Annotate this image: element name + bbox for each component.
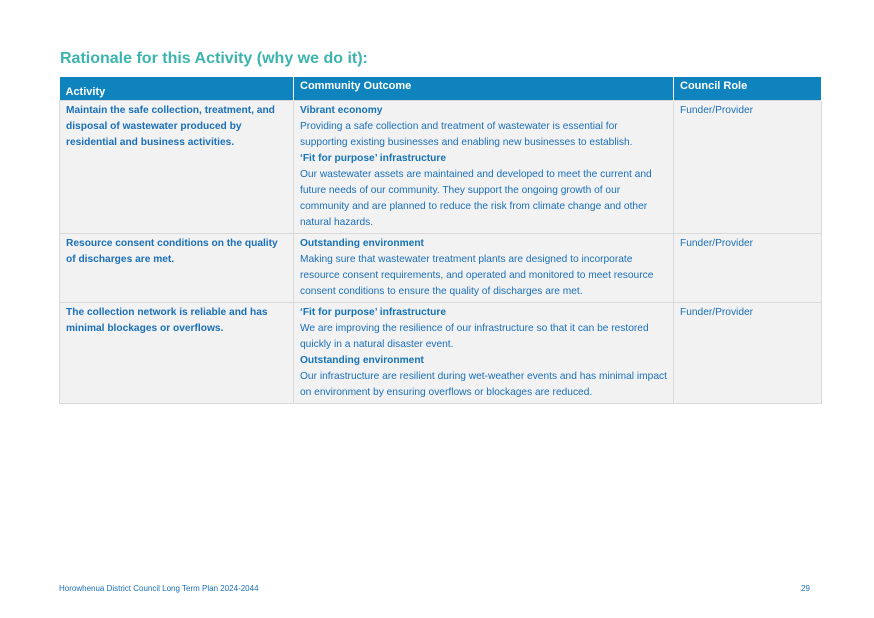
outcome-text: Providing a safe collection and treatment of wastewater is essential for supporting existing businesses and enabling new businesses to establish. (300, 121, 633, 148)
outcome-text: Making sure that wastewater treatment plants are designed to incorporate resource consent requirements, and operated and monitored to meet resource consent conditions to ensure the quality of discharges are met. (300, 254, 654, 297)
outcome-heading: Vibrant economy (300, 105, 383, 116)
header-community-outcome: Community Outcome (294, 77, 674, 101)
outcome-text: Our infrastructure are resilient during wet-weather events and has minimal impact on environment by ensuring overflows or blockages are reduced. (300, 371, 667, 398)
outcome-heading: ‘Fit for purpose’ infrastructure (300, 307, 447, 318)
outcome-heading: Outstanding environment (300, 355, 424, 366)
header-council-role: Council Role (674, 77, 822, 101)
outcome-heading: Outstanding environment (300, 238, 424, 249)
outcome-text: Our wastewater assets are maintained and developed to meet the current and future needs of our community. They support the ongoing growth of our community and are planned to reduce the risk from climate change and other natural hazards. (300, 169, 652, 228)
council-role-cell: Funder/Provider (674, 101, 822, 234)
table-row (60, 303, 822, 404)
table-row (60, 234, 822, 303)
rationale-table (59, 77, 822, 404)
council-role-cell: Funder/Provider (674, 303, 822, 404)
outcome-cell (294, 101, 674, 234)
activity-cell: Maintain the safe collection, treatment, and disposal of wastewater produced by residential and business activities. (60, 101, 294, 234)
header-activity: Activity (60, 77, 294, 101)
outcome-cell (294, 303, 674, 404)
page-number: 29 (801, 584, 810, 593)
outcome-text: We are improving the resilience of our infrastructure so that it can be restored quickly in a natural disaster event. (300, 323, 649, 350)
table-header-row (60, 77, 822, 101)
outcome-heading: ‘Fit for purpose’ infrastructure (300, 153, 447, 164)
activity-cell: The collection network is reliable and has minimal blockages or overflows. (60, 303, 294, 404)
activity-cell: Resource consent conditions on the quality of discharges are met. (60, 234, 294, 303)
council-role-cell: Funder/Provider (674, 234, 822, 303)
table-row (60, 101, 822, 234)
footer-document-title: Horowhenua District Council Long Term Plan 2024-2044 (59, 584, 259, 593)
section-title: Rationale for this Activity (why we do it): (60, 50, 368, 67)
outcome-cell (294, 234, 674, 303)
